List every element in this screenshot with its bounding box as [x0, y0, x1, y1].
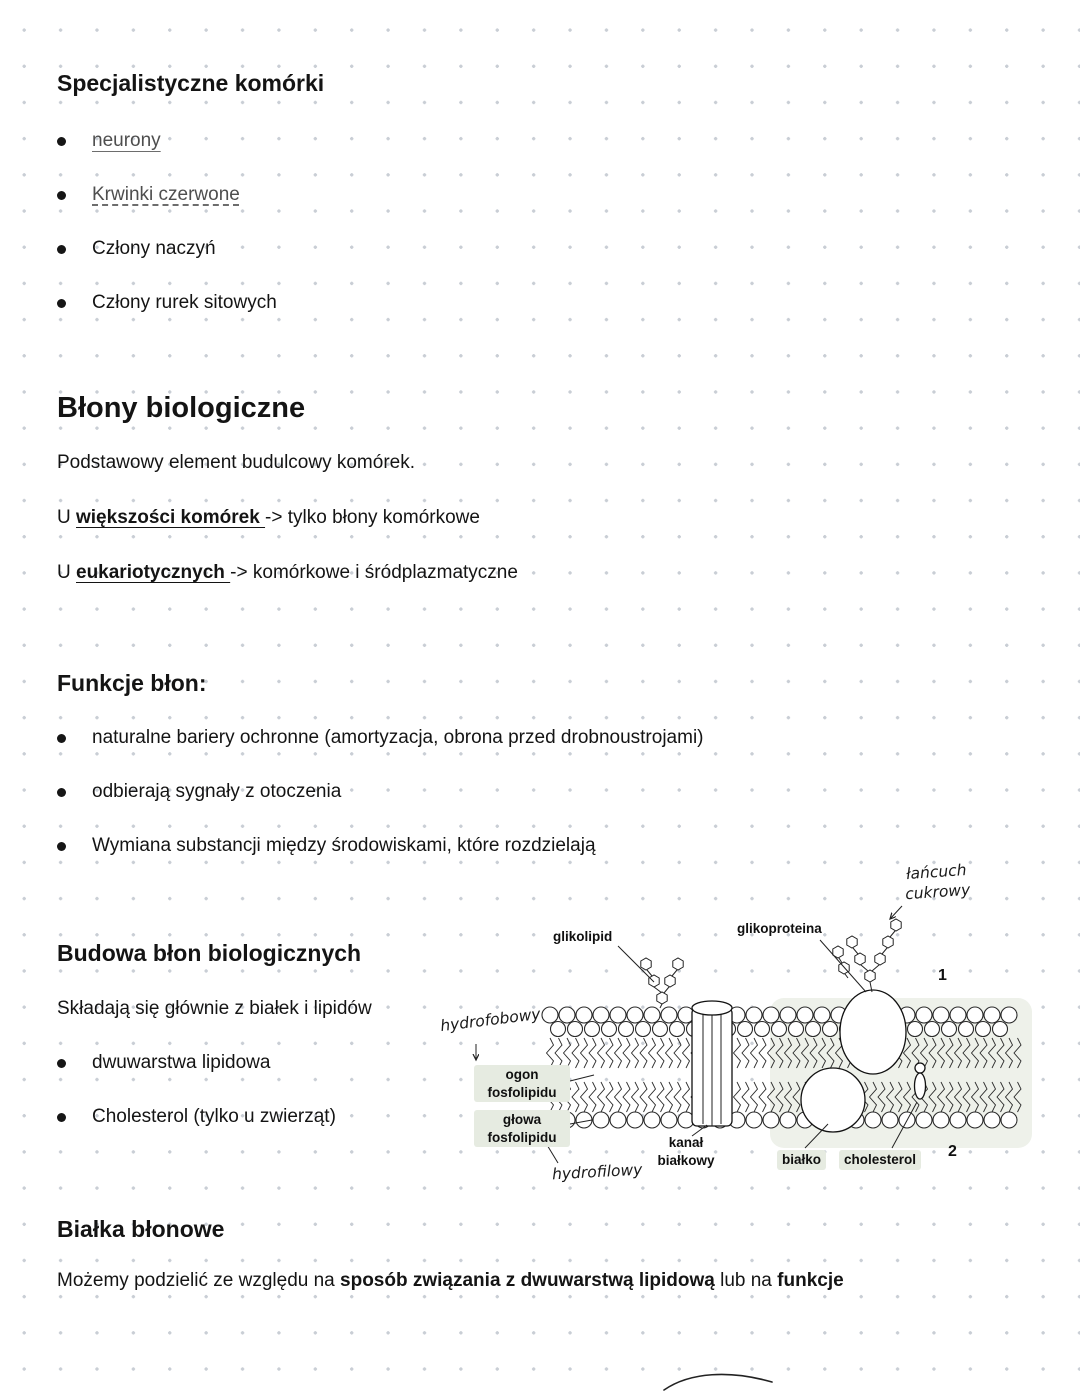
bullet-icon — [57, 1113, 66, 1122]
bullet-icon — [57, 1059, 66, 1068]
heading-budowa-blon: Budowa błon biologicznych — [57, 940, 362, 966]
text-segment: -> komórkowe i śródplazmatyczne — [230, 562, 518, 583]
bullet-text: Wymiana substancji między środowiskami, które rozdzielają — [92, 835, 596, 856]
text-segment-bold: funkcje — [777, 1270, 844, 1291]
handwritten-arrow — [890, 906, 902, 919]
handwritten-mark — [660, 1368, 780, 1394]
bullet-icon — [57, 191, 66, 200]
label-bialko: białko — [777, 1150, 826, 1170]
line-wiekszosci-komorek — [57, 507, 480, 529]
heading-blony-biologiczne: Błony biologiczne — [57, 392, 306, 424]
label-cholesterol: cholesterol — [839, 1150, 921, 1170]
bullet-text: neurony — [92, 130, 161, 151]
label-number-1: 1 — [938, 967, 947, 984]
bullet-text: dwuwarstwa lipidowa — [92, 1052, 271, 1073]
bullet-text: Człony rurek sitowych — [92, 292, 277, 313]
paragraph-final — [57, 1270, 844, 1292]
bullet-icon — [57, 842, 66, 851]
text-segment-bold-underline: większości komórek — [76, 507, 266, 528]
label-hydrofobowy: hydrofobowy — [439, 1004, 542, 1036]
label-glowa-fosfolipidu: głowa fosfolipidu — [474, 1110, 570, 1147]
label-lancuch-cukrowy: łańcuch cukrowy — [904, 860, 971, 904]
bullet-text: naturalne bariery ochronne (amortyzacja, obrona przed drobnoustrojami) — [92, 727, 704, 748]
bullet-text: Krwinki czerwone — [92, 184, 240, 205]
label-hydrofilowy: hydrofilowy — [551, 1160, 643, 1184]
list-item — [57, 1106, 336, 1128]
bullet-text: Człony naczyń — [92, 238, 216, 259]
text-segment: -> tylko błony komórkowe — [265, 507, 480, 528]
text-segment: lub na — [714, 1270, 778, 1291]
heading-specjalistyczne-komorki: Specjalistyczne komórki — [57, 70, 325, 96]
bullet-text: Cholesterol (tylko u zwierząt) — [92, 1106, 336, 1127]
glycoprotein-shape — [840, 990, 906, 1074]
paragraph-skladaja: Składają się głównie z białek i lipidów — [57, 998, 372, 1019]
bullet-icon — [57, 788, 66, 797]
line-eukariotycznych — [57, 562, 518, 584]
protein-shape — [801, 1068, 865, 1132]
list-item — [57, 184, 240, 206]
list-item — [57, 781, 341, 803]
protein-channel-shape — [692, 1001, 732, 1126]
list-item — [57, 727, 704, 749]
bullet-text: odbierają sygnały z otoczenia — [92, 781, 342, 802]
text-segment: U — [57, 507, 76, 528]
bullet-icon — [57, 299, 66, 308]
paragraph-podstawowy: Podstawowy element budulcowy komórek. — [57, 452, 416, 473]
label-number-2: 2 — [948, 1143, 957, 1160]
text-segment-bold-underline: eukariotycznych — [76, 562, 231, 583]
text-segment: Możemy podzielić ze względu na — [57, 1270, 341, 1291]
list-item — [57, 238, 216, 260]
cholesterol-shape — [915, 1063, 926, 1099]
bullet-icon — [57, 734, 66, 743]
list-item — [57, 130, 161, 152]
list-item — [57, 292, 277, 314]
heading-bialka-blonowe: Białka błonowe — [57, 1216, 225, 1242]
list-item — [57, 835, 596, 857]
bullet-icon — [57, 245, 66, 254]
list-item — [57, 1052, 270, 1074]
text-segment-bold: sposób związania z dwuwarstwą lipidową — [340, 1270, 715, 1291]
membrane-diagram — [440, 862, 1040, 1214]
text-segment: U — [57, 562, 76, 583]
label-kanal-bialkowy: kanał białkowy — [657, 1135, 715, 1168]
heading-funkcje-blon: Funkcje błon: — [57, 670, 207, 696]
label-ogon-fosfolipidu: ogon fosfolipidu — [474, 1065, 570, 1102]
label-glikolipid: glikolipid — [553, 929, 613, 944]
bullet-icon — [57, 137, 66, 146]
label-glikoproteina: glikoproteina — [737, 921, 822, 936]
